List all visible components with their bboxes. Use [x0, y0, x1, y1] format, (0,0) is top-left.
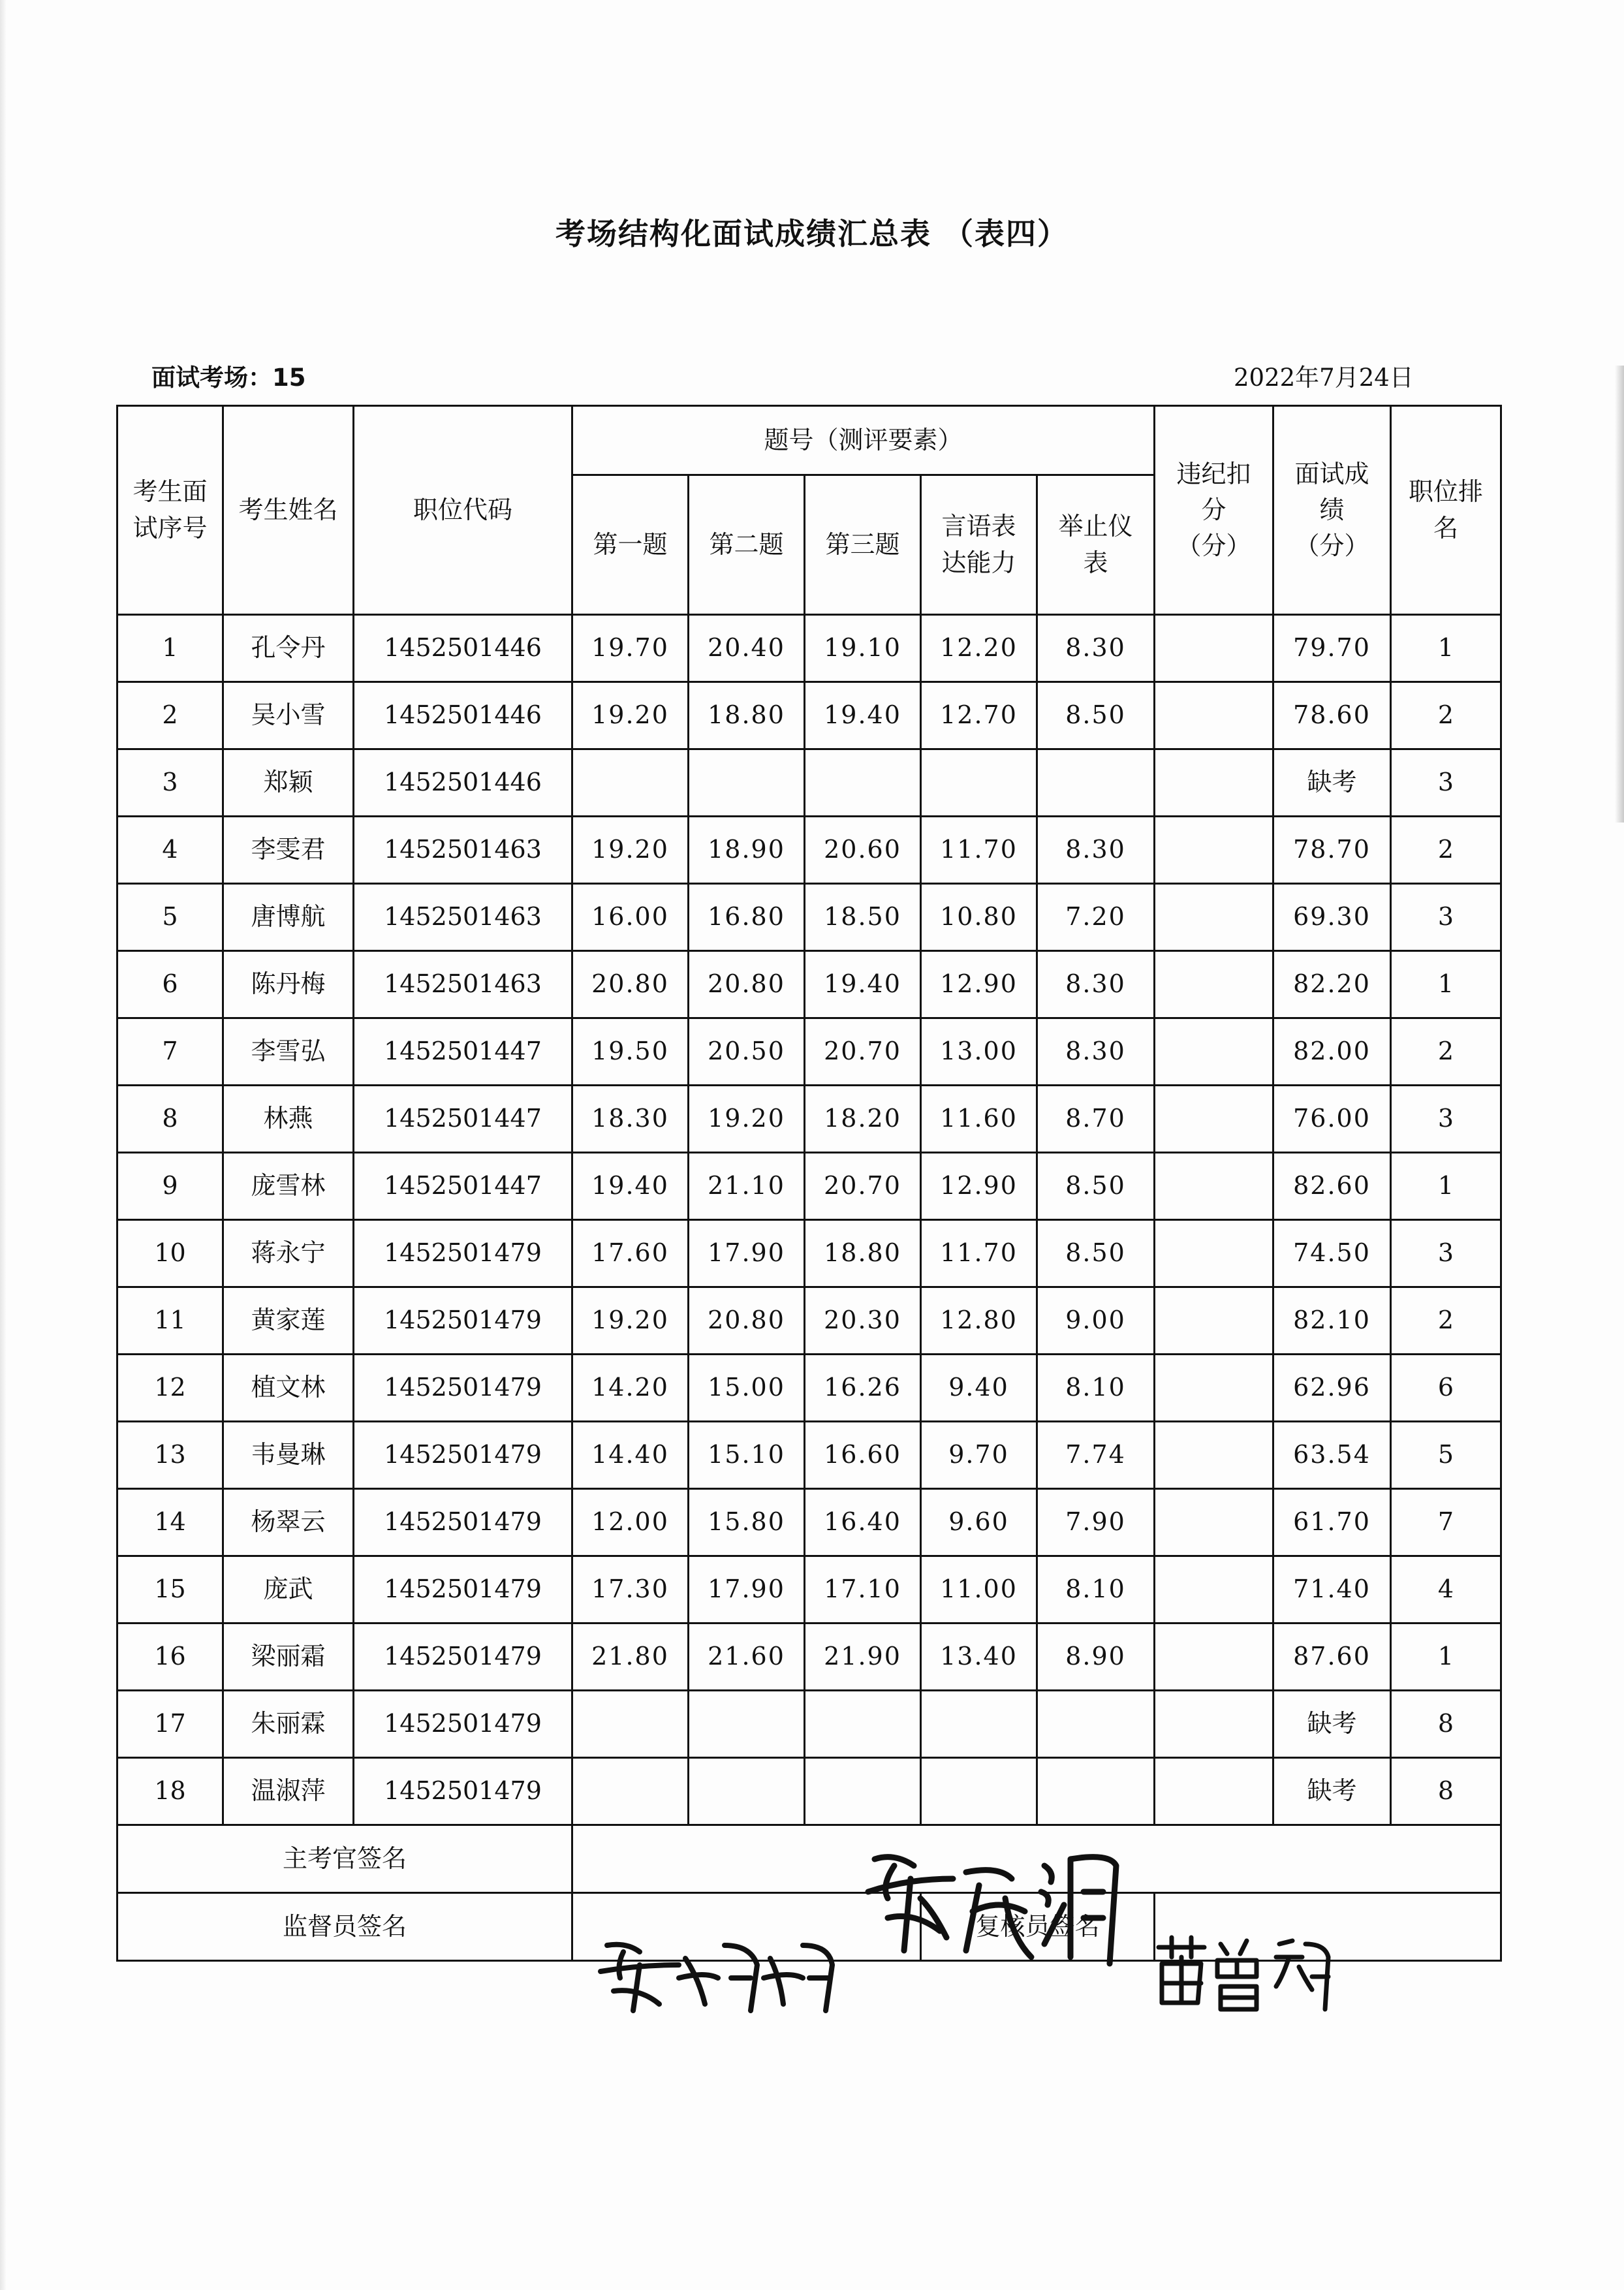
cell-code: 1452501463: [354, 951, 572, 1018]
header-deduct: 违纪扣分（分）: [1155, 406, 1273, 615]
cell-q3: 17.10: [805, 1556, 921, 1623]
cell-q1: [572, 1691, 689, 1758]
cell-q2: 17.90: [689, 1556, 805, 1623]
cell-speech: [921, 1691, 1037, 1758]
cell-deduct: [1155, 1153, 1273, 1220]
cell-q2: 17.90: [689, 1220, 805, 1287]
cell-score: 62.96: [1273, 1355, 1391, 1422]
cell-q3: 21.90: [805, 1623, 921, 1691]
cell-speech: 13.40: [921, 1623, 1037, 1691]
cell-seq: 12: [117, 1355, 223, 1422]
cell-rank: 1: [1391, 615, 1501, 682]
table-row: [117, 1623, 1501, 1691]
cell-code: 1452501479: [354, 1355, 572, 1422]
cell-speech: 11.70: [921, 1220, 1037, 1287]
cell-q2: 20.50: [689, 1018, 805, 1086]
cell-q2: 18.90: [689, 817, 805, 884]
cell-manner: 8.30: [1037, 615, 1155, 682]
cell-deduct: [1155, 951, 1273, 1018]
cell-deduct: [1155, 884, 1273, 951]
cell-speech: [921, 1758, 1037, 1825]
cell-rank: 3: [1391, 1220, 1501, 1287]
cell-q1: [572, 749, 689, 817]
header-name: 考生姓名: [223, 406, 354, 615]
cell-speech: 12.90: [921, 1153, 1037, 1220]
cell-name: 孔令丹: [223, 615, 354, 682]
cell-q1: 19.50: [572, 1018, 689, 1086]
cell-manner: 8.10: [1037, 1355, 1155, 1422]
cell-q1: 17.60: [572, 1220, 689, 1287]
cell-deduct: [1155, 615, 1273, 682]
cell-seq: 9: [117, 1153, 223, 1220]
cell-deduct: [1155, 682, 1273, 749]
table-row: [117, 1018, 1501, 1086]
table-row: [117, 682, 1501, 749]
cell-manner: 8.70: [1037, 1086, 1155, 1153]
cell-code: 1452501446: [354, 615, 572, 682]
cell-q3: 20.60: [805, 817, 921, 884]
cell-deduct: [1155, 1220, 1273, 1287]
table-row: [117, 1556, 1501, 1623]
cell-seq: 8: [117, 1086, 223, 1153]
cell-name: 朱丽霖: [223, 1691, 354, 1758]
cell-q3: [805, 749, 921, 817]
cell-q1: 16.00: [572, 884, 689, 951]
cell-name: 庞雪林: [223, 1153, 354, 1220]
cell-score: 82.60: [1273, 1153, 1391, 1220]
chief-examiner-signature: [849, 1840, 1136, 1970]
cell-q3: 18.80: [805, 1220, 921, 1287]
cell-code: 1452501479: [354, 1287, 572, 1355]
cell-code: 1452501479: [354, 1758, 572, 1825]
cell-code: 1452501479: [354, 1489, 572, 1556]
cell-q1: 20.80: [572, 951, 689, 1018]
cell-seq: 5: [117, 884, 223, 951]
table-row: [117, 884, 1501, 951]
cell-q2: 16.80: [689, 884, 805, 951]
cell-code: 1452501463: [354, 884, 572, 951]
cell-q1: 14.40: [572, 1422, 689, 1489]
chief-examiner-row: [117, 1825, 1501, 1893]
cell-manner: 8.50: [1037, 1153, 1155, 1220]
header-q2: 第二题: [689, 475, 805, 615]
cell-manner: 9.00: [1037, 1287, 1155, 1355]
cell-name: 庞武: [223, 1556, 354, 1623]
table-row: [117, 1220, 1501, 1287]
cell-rank: 4: [1391, 1556, 1501, 1623]
cell-code: 1452501446: [354, 682, 572, 749]
cell-q2: 20.80: [689, 1287, 805, 1355]
cell-manner: [1037, 749, 1155, 817]
cell-manner: 8.10: [1037, 1556, 1155, 1623]
cell-manner: 8.30: [1037, 1018, 1155, 1086]
cell-q1: 18.30: [572, 1086, 689, 1153]
cell-score: 缺考: [1273, 749, 1391, 817]
cell-q3: 16.40: [805, 1489, 921, 1556]
cell-seq: 7: [117, 1018, 223, 1086]
cell-score: 69.30: [1273, 884, 1391, 951]
cell-code: 1452501479: [354, 1623, 572, 1691]
cell-q3: 20.70: [805, 1018, 921, 1086]
cell-rank: 6: [1391, 1355, 1501, 1422]
cell-deduct: [1155, 1287, 1273, 1355]
cell-name: 黄家莲: [223, 1287, 354, 1355]
cell-score: 78.60: [1273, 682, 1391, 749]
cell-manner: 8.90: [1037, 1623, 1155, 1691]
cell-seq: 10: [117, 1220, 223, 1287]
cell-code: 1452501479: [354, 1422, 572, 1489]
cell-rank: 7: [1391, 1489, 1501, 1556]
cell-code: 1452501447: [354, 1018, 572, 1086]
cell-rank: 3: [1391, 1086, 1501, 1153]
cell-name: 吴小雪: [223, 682, 354, 749]
cell-q2: 20.40: [689, 615, 805, 682]
cell-q2: [689, 1691, 805, 1758]
cell-speech: 9.60: [921, 1489, 1037, 1556]
cell-rank: 2: [1391, 1018, 1501, 1086]
cell-seq: 4: [117, 817, 223, 884]
table-row: [117, 1691, 1501, 1758]
cell-q3: 19.40: [805, 682, 921, 749]
cell-manner: 8.50: [1037, 1220, 1155, 1287]
cell-q3: 19.10: [805, 615, 921, 682]
cell-name: 韦曼琳: [223, 1422, 354, 1489]
cell-rank: 8: [1391, 1758, 1501, 1825]
cell-seq: 16: [117, 1623, 223, 1691]
cell-q3: 18.50: [805, 884, 921, 951]
cell-q1: 19.20: [572, 1287, 689, 1355]
cell-speech: 11.00: [921, 1556, 1037, 1623]
cell-speech: 12.70: [921, 682, 1037, 749]
cell-manner: 8.30: [1037, 817, 1155, 884]
cell-code: 1452501479: [354, 1691, 572, 1758]
cell-rank: 8: [1391, 1691, 1501, 1758]
cell-q1: 19.40: [572, 1153, 689, 1220]
cell-speech: 12.90: [921, 951, 1037, 1018]
cell-seq: 18: [117, 1758, 223, 1825]
cell-code: 1452501463: [354, 817, 572, 884]
cell-code: 1452501446: [354, 749, 572, 817]
cell-seq: 17: [117, 1691, 223, 1758]
header-score: 面试成绩（分）: [1273, 406, 1391, 615]
cell-speech: 9.70: [921, 1422, 1037, 1489]
cell-name: 温淑萍: [223, 1758, 354, 1825]
cell-q1: 14.20: [572, 1355, 689, 1422]
cell-name: 李雯君: [223, 817, 354, 884]
supervisor-label: 监督员签名: [117, 1893, 572, 1961]
cell-q3: [805, 1691, 921, 1758]
cell-manner: 8.50: [1037, 682, 1155, 749]
cell-q2: 21.10: [689, 1153, 805, 1220]
header-question-group: 题号（测评要素）: [572, 406, 1155, 475]
cell-q1: 19.70: [572, 615, 689, 682]
cell-q2: 21.60: [689, 1623, 805, 1691]
table-row: [117, 951, 1501, 1018]
cell-deduct: [1155, 1355, 1273, 1422]
cell-seq: 15: [117, 1556, 223, 1623]
cell-deduct: [1155, 1758, 1273, 1825]
cell-score: 71.40: [1273, 1556, 1391, 1623]
cell-deduct: [1155, 749, 1273, 817]
cell-speech: 10.80: [921, 884, 1037, 951]
cell-manner: 7.90: [1037, 1489, 1155, 1556]
cell-code: 1452501479: [354, 1220, 572, 1287]
cell-seq: 13: [117, 1422, 223, 1489]
reviewer-signature: [1149, 1931, 1345, 2016]
cell-name: 梁丽霜: [223, 1623, 354, 1691]
cell-q1: 17.30: [572, 1556, 689, 1623]
cell-deduct: [1155, 817, 1273, 884]
cell-q3: 19.40: [805, 951, 921, 1018]
cell-q1: 19.20: [572, 817, 689, 884]
cell-manner: 8.30: [1037, 951, 1155, 1018]
cell-q2: 15.00: [689, 1355, 805, 1422]
cell-score: 63.54: [1273, 1422, 1391, 1489]
cell-q2: 15.80: [689, 1489, 805, 1556]
scan-shadow-right: [1615, 366, 1624, 823]
header-code: 职位代码: [354, 406, 572, 615]
header-q3: 第三题: [805, 475, 921, 615]
cell-rank: 2: [1391, 1287, 1501, 1355]
header-speech: 言语表达能力: [921, 475, 1037, 615]
document-title: 考场结构化面试成绩汇总表 （表四）: [555, 216, 1069, 251]
cell-q3: [805, 1758, 921, 1825]
header-q1: 第一题: [572, 475, 689, 615]
cell-q1: 21.80: [572, 1623, 689, 1691]
table-row: [117, 817, 1501, 884]
cell-speech: 11.70: [921, 817, 1037, 884]
cell-manner: 7.74: [1037, 1422, 1155, 1489]
cell-q2: 19.20: [689, 1086, 805, 1153]
cell-deduct: [1155, 1489, 1273, 1556]
cell-q1: [572, 1758, 689, 1825]
cell-rank: 2: [1391, 817, 1501, 884]
cell-rank: 1: [1391, 951, 1501, 1018]
cell-q2: [689, 749, 805, 817]
cell-score: 82.00: [1273, 1018, 1391, 1086]
cell-score: 74.50: [1273, 1220, 1391, 1287]
cell-seq: 1: [117, 615, 223, 682]
chief-examiner-label: 主考官签名: [117, 1825, 572, 1893]
cell-score: 76.00: [1273, 1086, 1391, 1153]
cell-score: 87.60: [1273, 1623, 1391, 1691]
cell-name: 蒋永宁: [223, 1220, 354, 1287]
cell-rank: 3: [1391, 749, 1501, 817]
cell-score: 61.70: [1273, 1489, 1391, 1556]
cell-speech: 13.00: [921, 1018, 1037, 1086]
cell-seq: 2: [117, 682, 223, 749]
cell-speech: 11.60: [921, 1086, 1037, 1153]
cell-seq: 11: [117, 1287, 223, 1355]
cell-score: 82.10: [1273, 1287, 1391, 1355]
cell-score: 79.70: [1273, 615, 1391, 682]
cell-q2: 18.80: [689, 682, 805, 749]
cell-speech: 12.80: [921, 1287, 1037, 1355]
scan-shadow-left: [0, 0, 7, 2290]
cell-rank: 1: [1391, 1153, 1501, 1220]
cell-manner: [1037, 1691, 1155, 1758]
cell-deduct: [1155, 1086, 1273, 1153]
cell-speech: [921, 749, 1037, 817]
cell-q3: 16.60: [805, 1422, 921, 1489]
cell-seq: 6: [117, 951, 223, 1018]
venue-label: 面试考场：15: [151, 364, 306, 392]
cell-speech: 9.40: [921, 1355, 1037, 1422]
score-table: [116, 405, 1502, 1962]
cell-code: 1452501479: [354, 1556, 572, 1623]
cell-q3: 20.70: [805, 1153, 921, 1220]
table-row: [117, 1287, 1501, 1355]
table-row: [117, 615, 1501, 682]
cell-q2: 15.10: [689, 1422, 805, 1489]
cell-rank: 5: [1391, 1422, 1501, 1489]
cell-name: 唐博航: [223, 884, 354, 951]
cell-manner: 7.20: [1037, 884, 1155, 951]
table-row: [117, 1086, 1501, 1153]
cell-speech: 12.20: [921, 615, 1037, 682]
table-row: [117, 1153, 1501, 1220]
table-row: [117, 1355, 1501, 1422]
cell-code: 1452501447: [354, 1086, 572, 1153]
cell-deduct: [1155, 1422, 1273, 1489]
header-rank: 职位排名: [1391, 406, 1501, 615]
cell-q3: 20.30: [805, 1287, 921, 1355]
supervisor-signature: [594, 1932, 842, 2017]
cell-rank: 3: [1391, 884, 1501, 951]
cell-code: 1452501447: [354, 1153, 572, 1220]
cell-q1: 12.00: [572, 1489, 689, 1556]
cell-deduct: [1155, 1018, 1273, 1086]
cell-deduct: [1155, 1623, 1273, 1691]
cell-deduct: [1155, 1556, 1273, 1623]
cell-score: 78.70: [1273, 817, 1391, 884]
document-date: 2022年7月24日: [1234, 364, 1414, 392]
header-seq: 考生面试序号: [117, 406, 223, 615]
cell-q3: 16.26: [805, 1355, 921, 1422]
cell-name: 郑颖: [223, 749, 354, 817]
cell-q2: [689, 1758, 805, 1825]
cell-name: 陈丹梅: [223, 951, 354, 1018]
reviewer-label: 复核员签名: [921, 1893, 1155, 1961]
cell-manner: [1037, 1758, 1155, 1825]
cell-name: 林燕: [223, 1086, 354, 1153]
table-row: [117, 1758, 1501, 1825]
cell-deduct: [1155, 1691, 1273, 1758]
table-row: [117, 1422, 1501, 1489]
cell-q2: 20.80: [689, 951, 805, 1018]
cell-name: 植文林: [223, 1355, 354, 1422]
cell-q3: 18.20: [805, 1086, 921, 1153]
cell-score: 82.20: [1273, 951, 1391, 1018]
header-manner: 举止仪表: [1037, 475, 1155, 615]
cell-score: 缺考: [1273, 1691, 1391, 1758]
table-row: [117, 1489, 1501, 1556]
cell-rank: 1: [1391, 1623, 1501, 1691]
cell-name: 杨翠云: [223, 1489, 354, 1556]
table-row: [117, 749, 1501, 817]
cell-score: 缺考: [1273, 1758, 1391, 1825]
cell-seq: 14: [117, 1489, 223, 1556]
cell-seq: 3: [117, 749, 223, 817]
cell-name: 李雪弘: [223, 1018, 354, 1086]
cell-rank: 2: [1391, 682, 1501, 749]
cell-q1: 19.20: [572, 682, 689, 749]
